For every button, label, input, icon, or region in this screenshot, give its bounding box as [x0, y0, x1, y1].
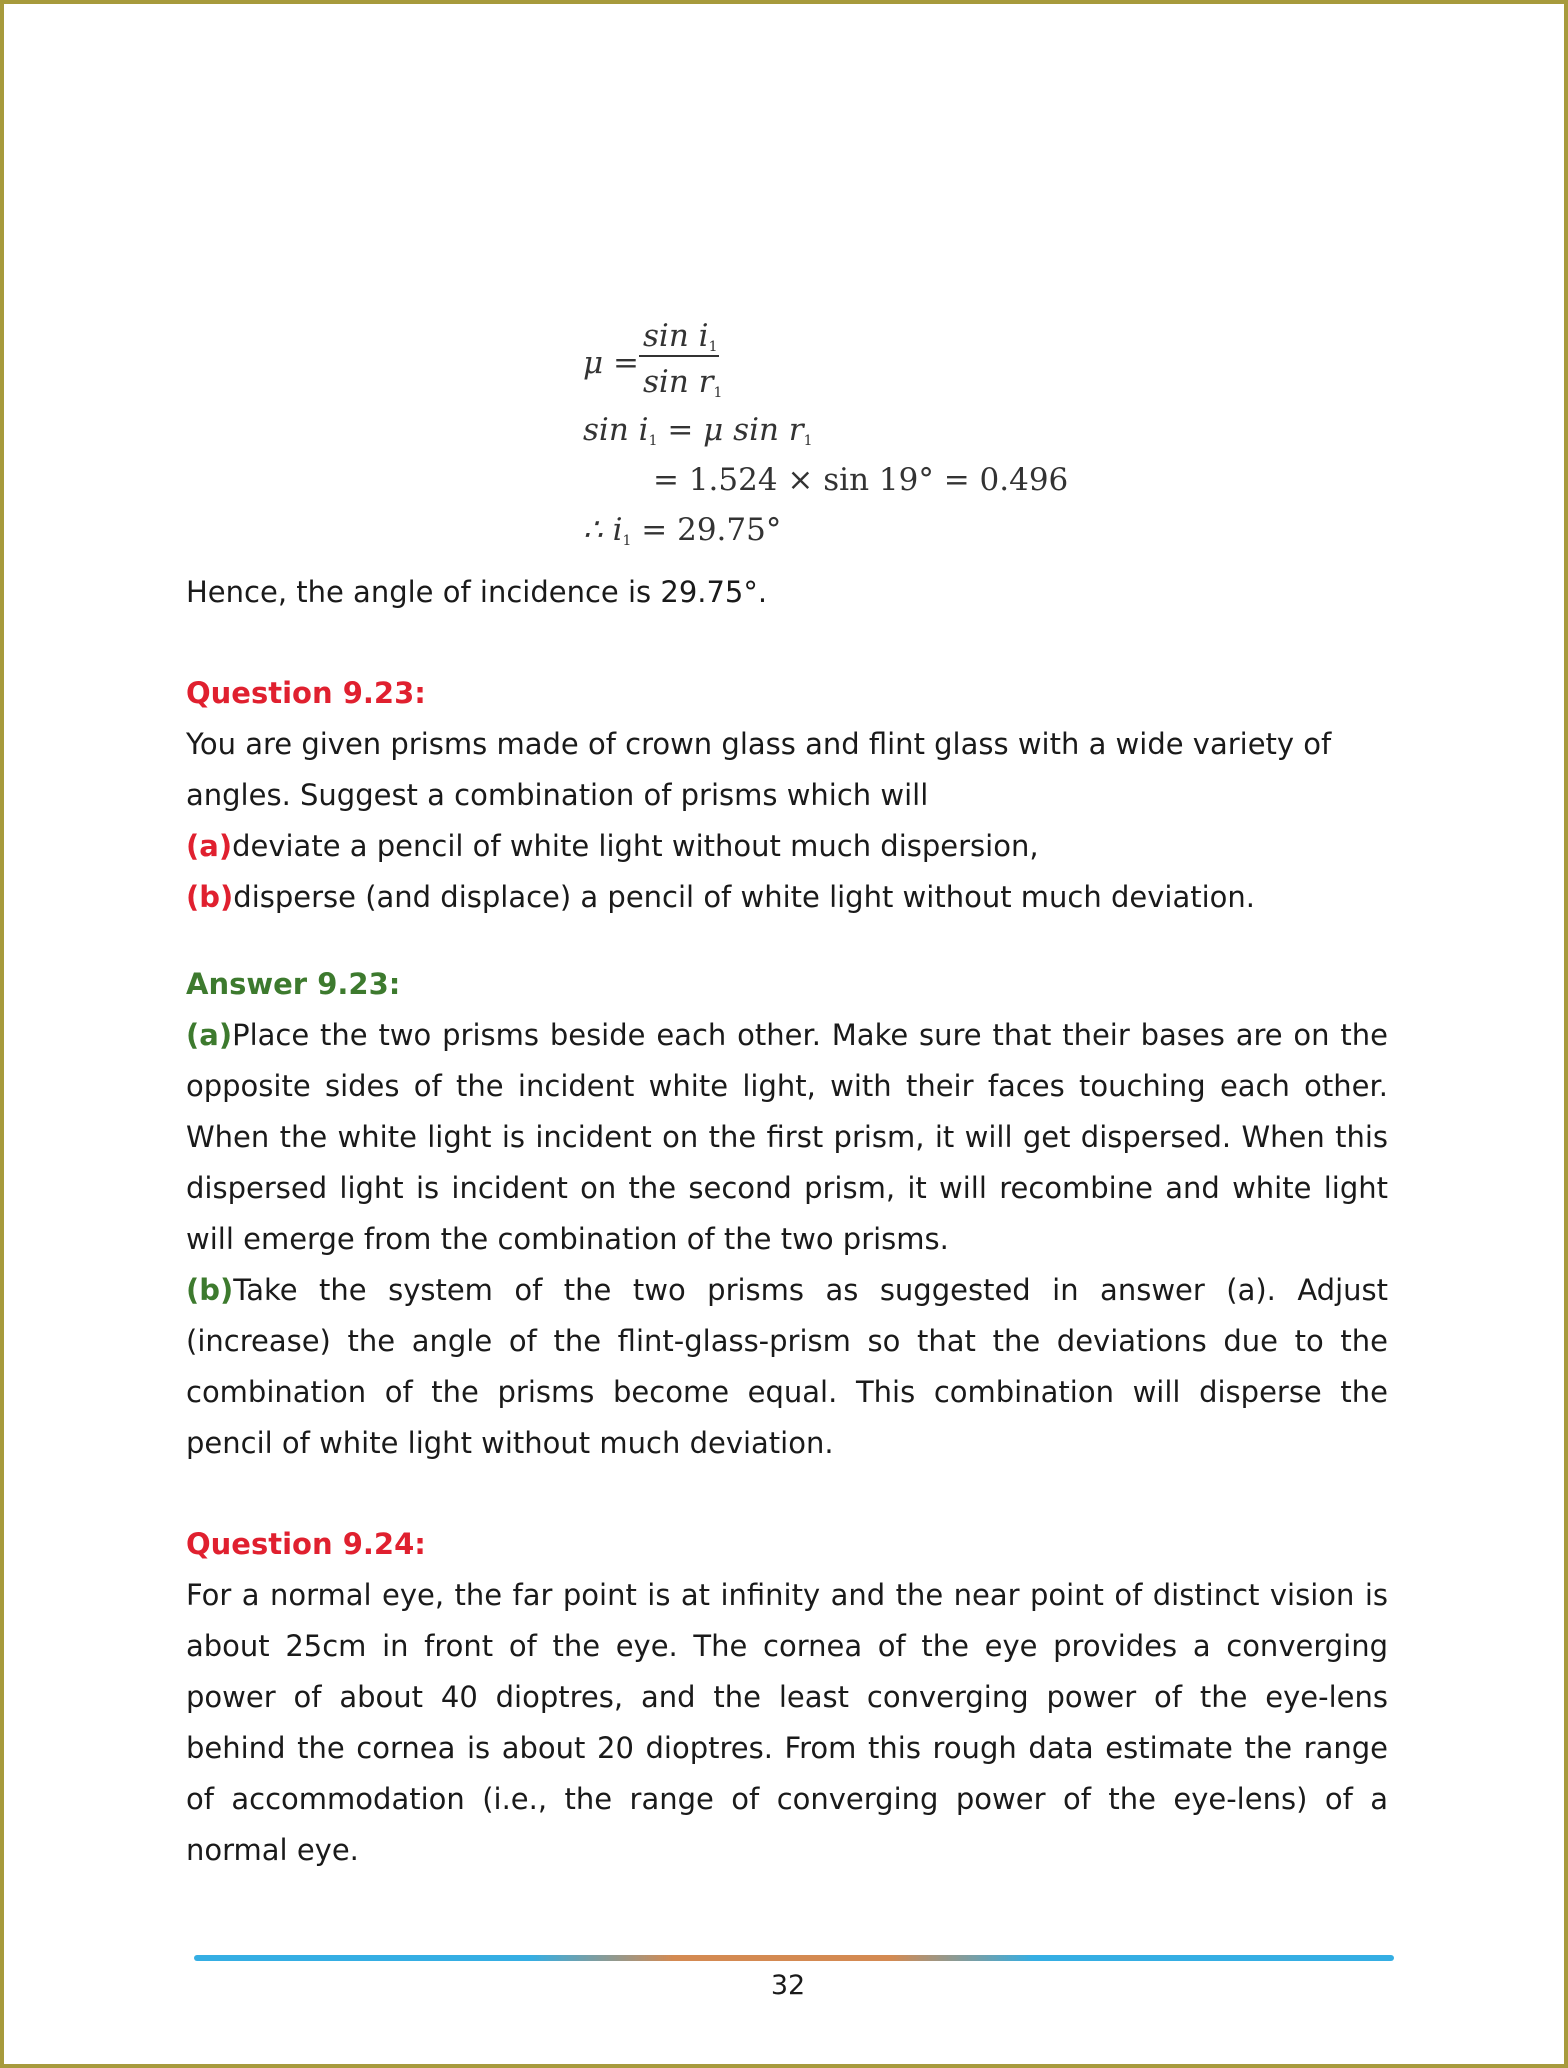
fraction-bar — [639, 355, 719, 357]
answer-b-text: Take the system of the two prisms as suggested in answer (a). Adjust (increase) the angle of the flint-glass-prism so that the deviations due to the combination of the prisms become equal. This combination will disperse the pencil of white light without much deviation. — [186, 1273, 1388, 1460]
answer-9-23-part-a — [186, 1010, 1388, 1265]
part-b-text: disperse (and displace) a pencil of white light without much deviation. — [233, 880, 1255, 914]
footer-divider — [194, 1955, 1394, 1961]
eq-line-2: $\sin i_1 = \mu$ $\sin r_1$ — [583, 412, 813, 449]
eq-line-3: = 1.524 × sin 19° = 0.496 — [653, 462, 1069, 498]
conclusion-text: Hence, the angle of incidence is 29.75°. — [186, 575, 768, 609]
question-9-23-part-b — [186, 872, 1388, 923]
question-9-23-text: You are given prisms made of crown glass and flint glass with a wide variety of angles. Suggest a combination of prisms which will — [186, 727, 1332, 812]
page-number: 32 — [770, 1970, 806, 2001]
answer-9-23-part-b — [186, 1265, 1388, 1469]
part-a-label: (a) — [186, 829, 233, 863]
question-9-24-heading: Question 9.24: — [186, 1527, 426, 1561]
equation-block — [186, 309, 1069, 554]
question-9-24-text: For a normal eye, the far point is at infinity and the near point of distinct vision is about 25cm in front of the eye. The cornea of the eye provides a converging power of about 40 dioptres, and the least converging power of the eye-lens behind the cornea is about 20 dioptres. From this rough data estimate the range of accommodation (i.e., the range of converging power of the eye-lens) of a normal eye. — [186, 1578, 1388, 1867]
eq-fraction-denominator: $\sin r_1$ — [643, 364, 723, 401]
question-9-23-heading: Question 9.23: — [186, 676, 426, 710]
question-9-23-part-a — [186, 821, 1388, 872]
eq-line-4: ∴ $i_1 = 29.75^\circ$ — [583, 512, 782, 549]
answer-a-text: Place the two prisms beside each other. Make sure that their bases are on the opposite sides of the incident white light, with their faces touching each other. When the white light is incident on the first prism, it will get dispersed. When this dispersed light is incident on the second prism, it will recombine and white light will emerge from the combination of the two prisms. — [186, 1018, 1388, 1256]
answer-b-label: (b) — [186, 1273, 234, 1307]
answer-9-23-heading: Answer 9.23: — [186, 967, 401, 1001]
eq-mu-lhs: μ = — [583, 345, 639, 381]
part-a-text: deviate a pencil of white light without much dispersion, — [232, 829, 1039, 863]
answer-a-label: (a) — [186, 1018, 233, 1052]
eq-fraction-numerator: $\sin i_1$ — [643, 318, 718, 355]
part-b-label: (b) — [186, 880, 234, 914]
